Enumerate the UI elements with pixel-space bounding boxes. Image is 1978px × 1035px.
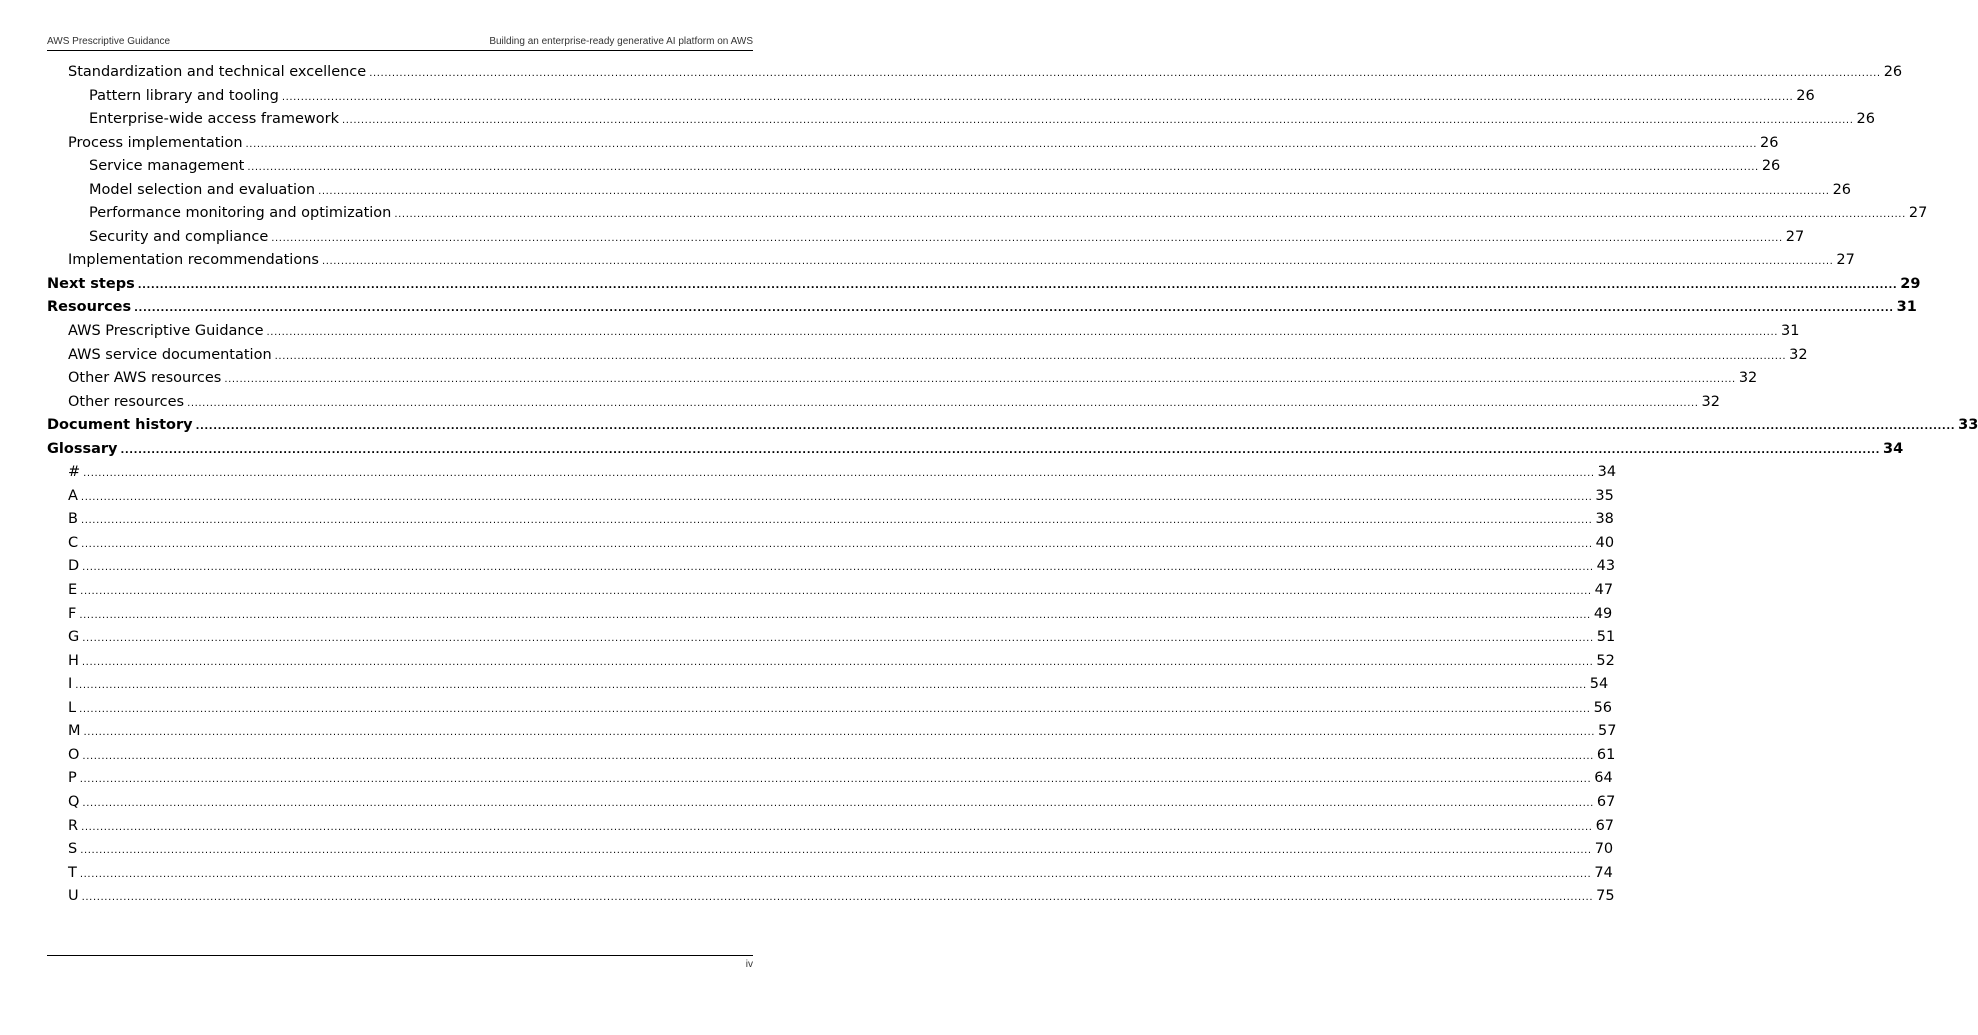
toc-entry-page: 34 [1597, 464, 1617, 481]
toc-entry-page: 70 [1594, 841, 1614, 858]
toc-leader-dots: ................................................................................................................................................................................................................................................................................................................................................................................................................ [81, 656, 1594, 668]
toc-entry[interactable] [47, 697, 1613, 721]
toc-entry[interactable] [47, 85, 1815, 109]
toc-leader-dots: ................................................................................................................................................................................................................................................................................................................................................................................................................ [80, 491, 1593, 503]
toc-leader-dots: ................................................................................................................................................................................................................................................................................................................................................................................................................ [82, 750, 1594, 762]
toc-leader-dots: ................................................................................................................................................................................................................................................................................................................................................................................................................ [80, 845, 1592, 857]
toc-entry[interactable] [47, 815, 1615, 839]
toc-entry[interactable] [47, 61, 1903, 85]
toc-entry[interactable] [47, 296, 1917, 320]
toc-entry-page: 29 [1900, 275, 1921, 292]
toc-leader-dots: ................................................................................................................................................................................................................................................................................................................................................................................................................ [83, 727, 1595, 739]
toc-entry-page: 32 [1789, 346, 1808, 363]
toc-entry[interactable] [47, 555, 1616, 579]
toc-entry[interactable] [47, 673, 1609, 697]
toc-leader-dots: ................................................................................................................................................................................................................................................................................................................................................................................................................ [266, 327, 1778, 339]
toc-entry[interactable] [47, 414, 1978, 438]
toc-leader-dots: ................................................................................................................................................................................................................................................................................................................................................................................................................ [342, 115, 1854, 127]
toc-leader-dots: ................................................................................................................................................................................................................................................................................................................................................................................................................ [79, 609, 1591, 621]
table-of-contents [47, 61, 1978, 909]
toc-entry-page: 27 [1836, 252, 1855, 269]
toc-entry[interactable] [47, 132, 1779, 156]
toc-leader-dots: ................................................................................................................................................................................................................................................................................................................................................................................................................ [82, 797, 1594, 809]
toc-entry-page: 57 [1598, 723, 1617, 740]
toc-entry[interactable] [47, 720, 1617, 744]
toc-entry[interactable] [47, 532, 1615, 556]
toc-leader-dots: ................................................................................................................................................................................................................................................................................................................................................................................................................ [224, 374, 1736, 386]
toc-entry-page: 27 [1908, 205, 1928, 222]
toc-entry[interactable] [47, 767, 1613, 791]
toc-leader-dots: ................................................................................................................................................................................................................................................................................................................................................................................................................ [82, 633, 1594, 645]
toc-entry[interactable] [47, 438, 1904, 462]
page-header [47, 36, 753, 51]
toc-entry-page: 61 [1596, 746, 1616, 763]
toc-entry-page: 43 [1596, 558, 1616, 575]
toc-entry-title: A [68, 487, 78, 504]
toc-entry-title: Other AWS resources [68, 370, 222, 387]
toc-entry-title: C [68, 534, 79, 551]
toc-entry-title: F [68, 605, 77, 622]
toc-entry[interactable] [47, 249, 1855, 273]
toc-entry-page: 54 [1589, 676, 1609, 693]
toc-entry-page: 26 [1761, 158, 1781, 175]
toc-entry[interactable] [47, 885, 1615, 909]
toc-entry[interactable] [47, 579, 1614, 603]
toc-entry[interactable] [47, 485, 1614, 509]
toc-entry[interactable] [47, 108, 1875, 132]
toc-entry-title: L [68, 699, 77, 716]
toc-entry-page: 64 [1594, 770, 1613, 787]
toc-entry-title: O [68, 746, 80, 763]
toc-entry-page: 67 [1595, 817, 1615, 834]
toc-entry-title: Performance monitoring and optimization [89, 205, 392, 222]
toc-entry[interactable] [47, 320, 1800, 344]
toc-entry-title: Q [68, 793, 80, 810]
toc-entry[interactable] [47, 273, 1921, 297]
toc-entry-title: T [68, 864, 77, 881]
toc-entry-title: G [68, 629, 80, 646]
toc-leader-dots: ................................................................................................................................................................................................................................................................................................................................................................................................................ [120, 444, 1881, 456]
toc-entry-title: AWS service documentation [68, 346, 272, 363]
toc-leader-dots: ................................................................................................................................................................................................................................................................................................................................................................................................................ [75, 680, 1587, 692]
toc-entry-page: 74 [1594, 864, 1613, 881]
toc-entry-title: Implementation recommendations [68, 252, 319, 269]
toc-entry-page: 31 [1781, 323, 1800, 340]
toc-entry[interactable] [47, 650, 1615, 674]
toc-leader-dots: ................................................................................................................................................................................................................................................................................................................................................................................................................ [79, 868, 1592, 880]
toc-entry-page: 34 [1883, 440, 1904, 457]
toc-leader-dots: ................................................................................................................................................................................................................................................................................................................................................................................................................ [79, 774, 1592, 786]
toc-entry-title: H [68, 652, 79, 669]
toc-entry[interactable] [47, 508, 1614, 532]
toc-entry[interactable] [47, 791, 1616, 815]
toc-entry-title: E [68, 582, 78, 599]
footer-page-number: iv [745, 959, 753, 970]
toc-leader-dots: ................................................................................................................................................................................................................................................................................................................................................................................................................ [80, 515, 1593, 527]
toc-entry-title: I [68, 676, 73, 693]
toc-entry[interactable] [47, 179, 1852, 203]
toc-entry-page: 26 [1856, 111, 1875, 128]
toc-entry-title: Service management [89, 158, 245, 175]
toc-entry[interactable] [47, 461, 1617, 485]
toc-entry-page: 32 [1701, 393, 1720, 410]
toc-entry[interactable] [47, 744, 1616, 768]
toc-entry-title: Security and compliance [89, 228, 269, 245]
toc-leader-dots: ................................................................................................................................................................................................................................................................................................................................................................................................................ [321, 256, 1834, 268]
toc-entry[interactable] [47, 202, 1928, 226]
toc-entry[interactable] [47, 862, 1613, 886]
toc-leader-dots: ................................................................................................................................................................................................................................................................................................................................................................................................................ [318, 185, 1830, 197]
toc-entry-page: 49 [1593, 605, 1613, 622]
toc-entry-title: # [68, 464, 81, 481]
toc-entry[interactable] [47, 626, 1616, 650]
toc-entry-page: 38 [1595, 511, 1614, 528]
toc-entry-page: 47 [1594, 582, 1614, 599]
toc-entry-page: 32 [1738, 370, 1758, 387]
toc-leader-dots: ................................................................................................................................................................................................................................................................................................................................................................................................................ [81, 892, 1594, 904]
toc-leader-dots: ................................................................................................................................................................................................................................................................................................................................................................................................................ [187, 397, 1699, 409]
toc-leader-dots: ................................................................................................................................................................................................................................................................................................................................................................................................................ [245, 138, 1757, 150]
toc-entry[interactable] [47, 367, 1758, 391]
toc-entry-title: Resources [47, 299, 132, 316]
toc-leader-dots: ................................................................................................................................................................................................................................................................................................................................................................................................................ [281, 91, 1794, 103]
toc-entry-page: 75 [1596, 888, 1615, 905]
toc-entry[interactable] [47, 603, 1613, 627]
toc-leader-dots: ................................................................................................................................................................................................................................................................................................................................................................................................................ [81, 538, 1593, 550]
toc-entry-title: Document history [47, 417, 193, 434]
toc-entry-title: R [68, 817, 79, 834]
toc-leader-dots: ................................................................................................................................................................................................................................................................................................................................................................................................................ [82, 562, 1594, 574]
toc-entry-page: 26 [1796, 87, 1815, 104]
toc-entry-title: B [68, 511, 78, 528]
toc-entry-page: 52 [1596, 652, 1615, 669]
toc-entry-title: Pattern library and tooling [89, 87, 279, 104]
toc-entry-page: 31 [1896, 299, 1917, 316]
toc-leader-dots: ................................................................................................................................................................................................................................................................................................................................................................................................................ [271, 232, 1783, 244]
toc-leader-dots: ................................................................................................................................................................................................................................................................................................................................................................................................................ [195, 421, 1956, 433]
toc-entry-title: M [68, 723, 81, 740]
toc-entry-title: AWS Prescriptive Guidance [68, 323, 264, 340]
toc-entry-page: 27 [1785, 228, 1805, 245]
toc-entry-page: 67 [1596, 793, 1616, 810]
toc-entry-title: Glossary [47, 440, 118, 457]
toc-entry-title: Other resources [68, 393, 185, 410]
toc-entry-page: 26 [1883, 64, 1903, 80]
toc-entry[interactable] [47, 391, 1720, 415]
toc-entry-title: Model selection and evaluation [89, 181, 316, 198]
toc-leader-dots: ................................................................................................................................................................................................................................................................................................................................................................................................................ [247, 162, 1759, 174]
toc-entry-page: 40 [1595, 534, 1615, 551]
toc-entry-title: Enterprise-wide access framework [89, 111, 339, 128]
toc-entry-page: 56 [1593, 699, 1613, 716]
toc-leader-dots: ................................................................................................................................................................................................................................................................................................................................................................................................................ [79, 703, 1591, 715]
toc-leader-dots: ................................................................................................................................................................................................................................................................................................................................................................................................................ [137, 279, 1898, 291]
header-guide-name: AWS Prescriptive Guidance [47, 36, 171, 47]
toc-entry-title: Process implementation [68, 134, 243, 151]
toc-entry-title: S [68, 841, 78, 858]
toc-entry[interactable] [47, 155, 1781, 179]
toc-entry[interactable] [47, 226, 1805, 250]
page-footer [47, 955, 753, 970]
toc-leader-dots: ................................................................................................................................................................................................................................................................................................................................................................................................................ [83, 468, 1595, 480]
toc-entry-page: 35 [1595, 487, 1614, 504]
toc-entry-page: 26 [1760, 134, 1779, 151]
toc-leader-dots: ................................................................................................................................................................................................................................................................................................................................................................................................................ [81, 821, 1593, 833]
toc-entry-title: P [68, 770, 77, 787]
toc-entry-title: Standardization and technical excellence [68, 64, 367, 80]
toc-entry-page: 33 [1958, 417, 1978, 434]
toc-entry[interactable] [47, 344, 1808, 368]
toc-leader-dots: ................................................................................................................................................................................................................................................................................................................................................................................................................ [394, 209, 1906, 221]
toc-entry-title: Next steps [47, 275, 135, 292]
toc-entry-title: D [68, 558, 80, 575]
toc-entry-title: U [68, 888, 79, 905]
toc-entry-page: 51 [1596, 629, 1616, 646]
toc-leader-dots: ................................................................................................................................................................................................................................................................................................................................................................................................................ [274, 350, 1787, 362]
toc-entry-page: 26 [1832, 181, 1852, 198]
toc-entry[interactable] [47, 838, 1614, 862]
toc-leader-dots: ................................................................................................................................................................................................................................................................................................................................................................................................................ [80, 586, 1592, 598]
header-document-title: Building an enterprise-ready generative AI platform on AWS [489, 36, 753, 47]
toc-leader-dots: ................................................................................................................................................................................................................................................................................................................................................................................................................ [369, 68, 1881, 79]
toc-leader-dots: ................................................................................................................................................................................................................................................................................................................................................................................................................ [134, 303, 1894, 315]
